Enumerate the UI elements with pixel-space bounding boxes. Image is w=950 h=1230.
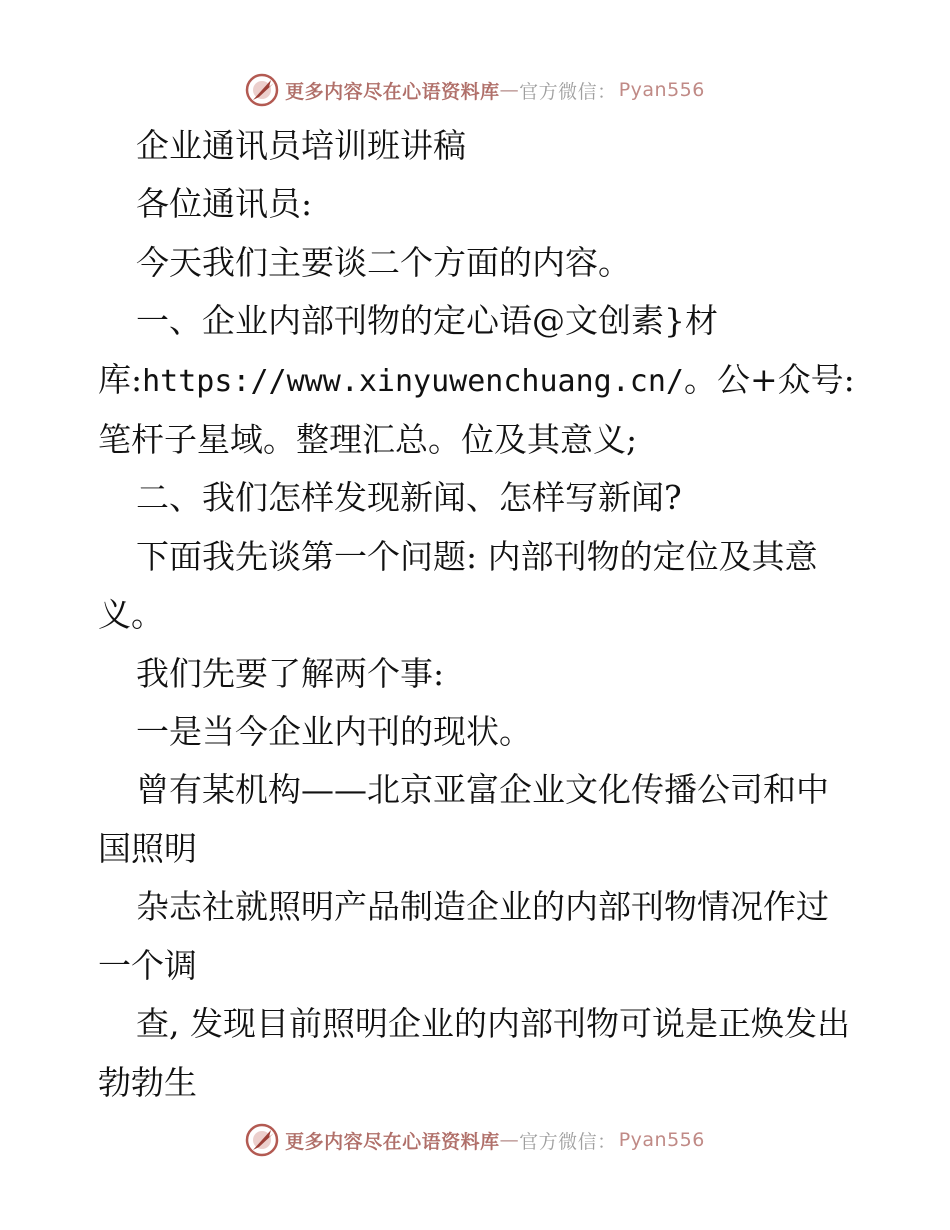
document-body: [98, 117, 858, 1112]
footer-banner: [0, 1120, 950, 1160]
doc-title: 企业通讯员培训班讲稿: [136, 126, 466, 165]
quill-logo-icon: [245, 1123, 279, 1157]
header-banner: [0, 70, 950, 110]
paragraph-1: 下面我先谈第一个问题: 内部刊物的定位及其意义。: [98, 536, 818, 635]
paragraph-5: 杂志社就照明产品制造企业的内部刊物情况作过一个调: [98, 887, 829, 985]
item-one-paragraph: [98, 292, 858, 469]
quill-logo-icon: [245, 73, 279, 107]
paragraph-3: 一是当今企业内刊的现状。: [136, 712, 532, 752]
intro-paragraph: 今天我们主要谈二个方面的内容。: [136, 242, 631, 282]
paragraph-4: 曾有某机构——北京亚富企业文化传播公司和中国照明: [98, 770, 829, 868]
paragraph-2: 我们先要了解两个事:: [136, 653, 445, 693]
salutation: 各位通讯员:: [136, 184, 313, 224]
item-one-text: 一、企业内部刊物的定心语@文创素}材库:: [98, 301, 718, 399]
banner-main-text: 更多内容尽在心语资料库: [285, 1130, 500, 1153]
banner-main-text: 更多内容尽在心语资料库: [285, 80, 500, 103]
banner-wechat-label: 官方微信：: [519, 80, 617, 103]
banner-dash: —: [499, 1129, 520, 1151]
banner-dash: —: [499, 79, 520, 101]
item-two-paragraph: 二、我们怎样发现新闻、怎样写新闻?: [136, 478, 682, 518]
banner-wechat-id: Pyan556: [618, 1129, 705, 1151]
item-one-rest: 。公+众号: 笔杆子星域。整理汇总。位及其意义;: [98, 359, 855, 460]
banner-wechat-id: Pyan556: [618, 79, 705, 101]
paragraph-6: 查, 发现目前照明企业的内部刊物可说是正焕发出勃勃生: [98, 1004, 850, 1102]
item-one-url: https://www.xinyuwenchuang.cn/: [142, 363, 684, 399]
banner-wechat-label: 官方微信：: [519, 1130, 617, 1153]
